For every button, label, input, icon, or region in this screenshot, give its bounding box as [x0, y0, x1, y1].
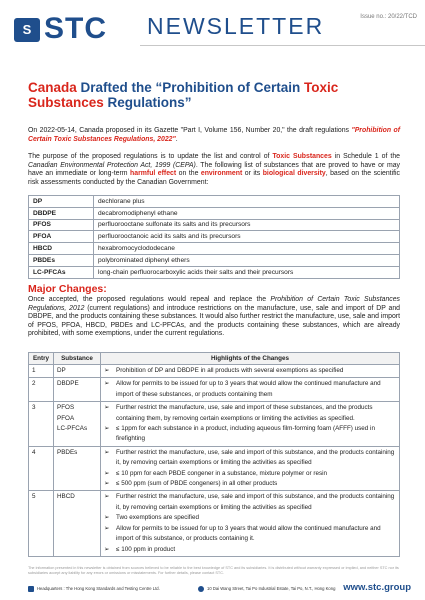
arrow-bullet-icon: ➢ — [104, 493, 110, 501]
substance-abbr: DP — [29, 196, 94, 208]
column-header: Entry — [29, 353, 54, 365]
intro-text: On 2022-05-14, Canada proposed in its Gazette "Part I, Volume 156, Number 20," the draft regulations — [28, 127, 352, 134]
act-name: Canadian Environmental Protection Act, 1999 (CEPA) — [28, 161, 196, 169]
substance-label: PBDEs — [57, 448, 78, 456]
substance-cell — [54, 446, 101, 491]
disclaimer-text: The information presented in this newsletter is obtained from sources believed to be reliable to the best knowledge of STC and its subsidiaries. It is distributed without warranty expressed or implied, and neither STC nor its subsidiaries accept any liability for any errors or omissions or misstatements. For further details, please contact STC. — [28, 566, 399, 575]
bullet-text: Further restrict the manufacture, use, sale and import of this substance, and the products containing it, by removing certain exemptions or limiting the activities as specified — [116, 493, 395, 511]
title-text-end: Regulations” — [103, 95, 192, 110]
bullet-item — [104, 513, 396, 523]
substance-abbr: DBDPE — [29, 207, 94, 219]
bullet-item — [104, 479, 396, 489]
substance-name: perfluorooctane sulfonate its salts and its precursors — [94, 219, 400, 231]
purpose-text: . The following list of substances that are proved to have or may have an immediate or long-term — [28, 161, 400, 178]
intro-text: . — [175, 135, 178, 143]
bullet-text: Prohibition of DP and DBDPE in all products with several exemptions as specified — [116, 367, 344, 374]
bullet-item — [104, 545, 396, 555]
issue-number: Issue no.: 20/22/TCD — [360, 14, 417, 20]
arrow-bullet-icon: ➢ — [104, 480, 110, 488]
arrow-bullet-icon: ➢ — [104, 514, 110, 522]
purpose-highlight: environment — [200, 170, 243, 178]
bullet-item — [104, 492, 396, 513]
table-row — [29, 219, 400, 231]
table-row — [29, 446, 400, 491]
substance-name: hexabromocyclododecane — [94, 243, 400, 255]
bullet-item — [104, 366, 396, 376]
purpose-highlight: harmful effect — [130, 170, 177, 178]
highlights-cell — [101, 402, 400, 447]
footer-hq: Headquarters : The Hong Kong Standards and Testing Centre Ltd. — [37, 586, 160, 591]
title-text: Drafted the “Prohibition of Certain — [76, 80, 305, 95]
purpose-text: The purpose of the proposed regulations is to update the list and control of — [28, 153, 273, 160]
entry-number: 2 — [29, 378, 54, 402]
substance-cell — [54, 402, 101, 447]
newsletter-title: NEWSLETTER — [147, 13, 325, 39]
entry-number: 3 — [29, 402, 54, 447]
footer-address: 10 Dai Wang Street, Tai Po Industrial Estate, Tai Po, N.T., Hong Kong — [207, 586, 336, 591]
bullet-text: ≤ 10 ppm for each PBDE congener in a substance, mixture polymer or resin — [116, 469, 328, 477]
arrow-bullet-icon: ➢ — [104, 404, 110, 412]
substance-name: perfluorooctanoic acid its salts and its precursors — [94, 231, 400, 243]
table-row — [29, 196, 400, 208]
bullet-item — [104, 448, 396, 469]
substance-name: dechlorane plus — [94, 196, 400, 208]
highlights-cell — [101, 491, 400, 556]
arrow-bullet-icon: ➢ — [104, 545, 110, 553]
changes-table — [28, 352, 400, 557]
bullet-text: ≤ 100 ppm in product — [116, 545, 176, 553]
bullet-text: Allow for permits to be issued for up to 3 years that would allow the continued manufacture and import of these substances, or products containing them — [116, 380, 381, 398]
changes-text: (current regulations) and introduce restrictions on the manufacture, use, sale and import of DP and DBDPE, and the products containing these substances. It would also further restrict the manufacture, use, sale and import of PFOS, PFOA, HBCD, PBDEs and LC-PFCAs, and the products containing these substances, which are already prohibited, with some exemptions, under the current regulations. — [28, 304, 400, 338]
arrow-bullet-icon: ➢ — [104, 367, 110, 374]
substance-cell — [54, 491, 101, 556]
substance-cell — [54, 378, 101, 402]
purpose-text: in Schedule 1 of the — [331, 153, 400, 160]
table-row — [29, 365, 400, 378]
substances-table — [28, 195, 400, 279]
bullet-item — [104, 524, 396, 545]
substance-name: polybrominated diphenyl ethers — [94, 254, 400, 266]
title-country: Canada — [28, 80, 77, 95]
changes-text: Once accepted, the proposed regulations would repeal and replace the — [28, 296, 271, 303]
entry-number: 1 — [29, 365, 54, 378]
article-title — [28, 80, 388, 110]
highlights-cell — [101, 365, 400, 378]
intro-paragraph — [28, 127, 400, 144]
table-row — [29, 491, 400, 556]
highlights-cell — [101, 378, 400, 402]
bullet-text: Two exemptions are specified — [116, 514, 199, 522]
building-icon — [28, 586, 34, 592]
stc-logo-text: STC — [44, 12, 107, 45]
substance-abbr: PBDEs — [29, 254, 94, 266]
page-footer — [0, 580, 425, 600]
entry-number: 5 — [29, 491, 54, 556]
substance-label: LC-PFCAs — [57, 425, 88, 433]
substance-label: PFOS — [57, 404, 75, 412]
table-header-row — [29, 353, 400, 365]
substance-label: PFOA — [57, 414, 75, 422]
entry-number: 4 — [29, 446, 54, 491]
purpose-paragraph — [28, 153, 400, 187]
bullet-item — [104, 403, 396, 424]
substance-abbr: PFOA — [29, 231, 94, 243]
location-pin-icon — [198, 586, 204, 592]
arrow-bullet-icon: ➢ — [104, 425, 110, 433]
column-header: Substance — [54, 353, 101, 365]
arrow-bullet-icon: ➢ — [104, 380, 110, 388]
table-row — [29, 231, 400, 243]
arrow-bullet-icon: ➢ — [104, 524, 110, 532]
bullet-item — [104, 469, 396, 479]
substance-label: HBCD — [57, 493, 75, 501]
arrow-bullet-icon: ➢ — [104, 448, 110, 456]
table-row — [29, 378, 400, 402]
bullet-text: Further restrict the manufacture, use, sale and import of these substances, and the products containing them, by removing certain exemptions or limiting the activities as specified. — [116, 404, 373, 422]
bullet-text: ≤ 500 ppm (sum of PBDE congeners) in all other products — [116, 480, 278, 488]
table-row — [29, 207, 400, 219]
substance-abbr: PFOS — [29, 219, 94, 231]
purpose-text: on the — [176, 170, 201, 178]
substance-label: DP — [57, 367, 66, 374]
page-header — [0, 0, 425, 62]
purpose-text: , based on the scientific risk assessments conducted by the Canadian Government: — [28, 170, 400, 186]
major-changes-paragraph — [28, 296, 400, 339]
highlights-cell — [101, 446, 400, 491]
substance-abbr: HBCD — [29, 243, 94, 255]
bullet-text: ≤ 1ppm for each substance in a product, including aqueous film-forming foam (AFFF) used in firefighting — [116, 425, 375, 443]
substance-name: long-chain perfluorocarboxylic acids their salts and their precursors — [94, 266, 400, 278]
purpose-text: or its — [242, 170, 263, 178]
purpose-highlight: biological diversity — [262, 170, 326, 178]
column-header: Highlights of the Changes — [101, 353, 400, 365]
stc-logo-icon: S — [14, 18, 40, 42]
substance-label: DBDPE — [57, 380, 79, 388]
bullet-text: Further restrict the manufacture, use, sale and import of this substance, and the products containing it, by removing certain exemptions or limiting the activities as specified — [116, 448, 395, 467]
substance-name: decabromodiphenyl ethane — [94, 207, 400, 219]
substance-abbr: LC-PFCAs — [29, 266, 94, 278]
regulation-name: "Prohibition of Certain Toxic Substances Regulations, 2022" — [28, 127, 401, 143]
table-row — [29, 402, 400, 447]
bullet-item — [104, 379, 396, 400]
regulation-name: Prohibition of Certain Toxic Substances Regulations, 2012 — [28, 296, 400, 312]
table-row — [29, 266, 400, 278]
website-link[interactable]: www.stc.group — [343, 582, 411, 593]
substance-cell — [54, 365, 101, 378]
arrow-bullet-icon: ➢ — [104, 469, 110, 477]
bullet-item — [104, 424, 396, 445]
table-row — [29, 243, 400, 255]
bullet-text: Allow for permits to be issued for up to 3 years that would allow the continued manufacture and import of this substance, or products containing it. — [116, 524, 381, 543]
major-changes-heading: Major Changes: — [28, 283, 107, 295]
title-highlight: Toxic Substances — [28, 80, 339, 110]
header-divider — [140, 45, 425, 46]
purpose-highlight: Toxic Substances — [272, 153, 332, 160]
table-row — [29, 254, 400, 266]
